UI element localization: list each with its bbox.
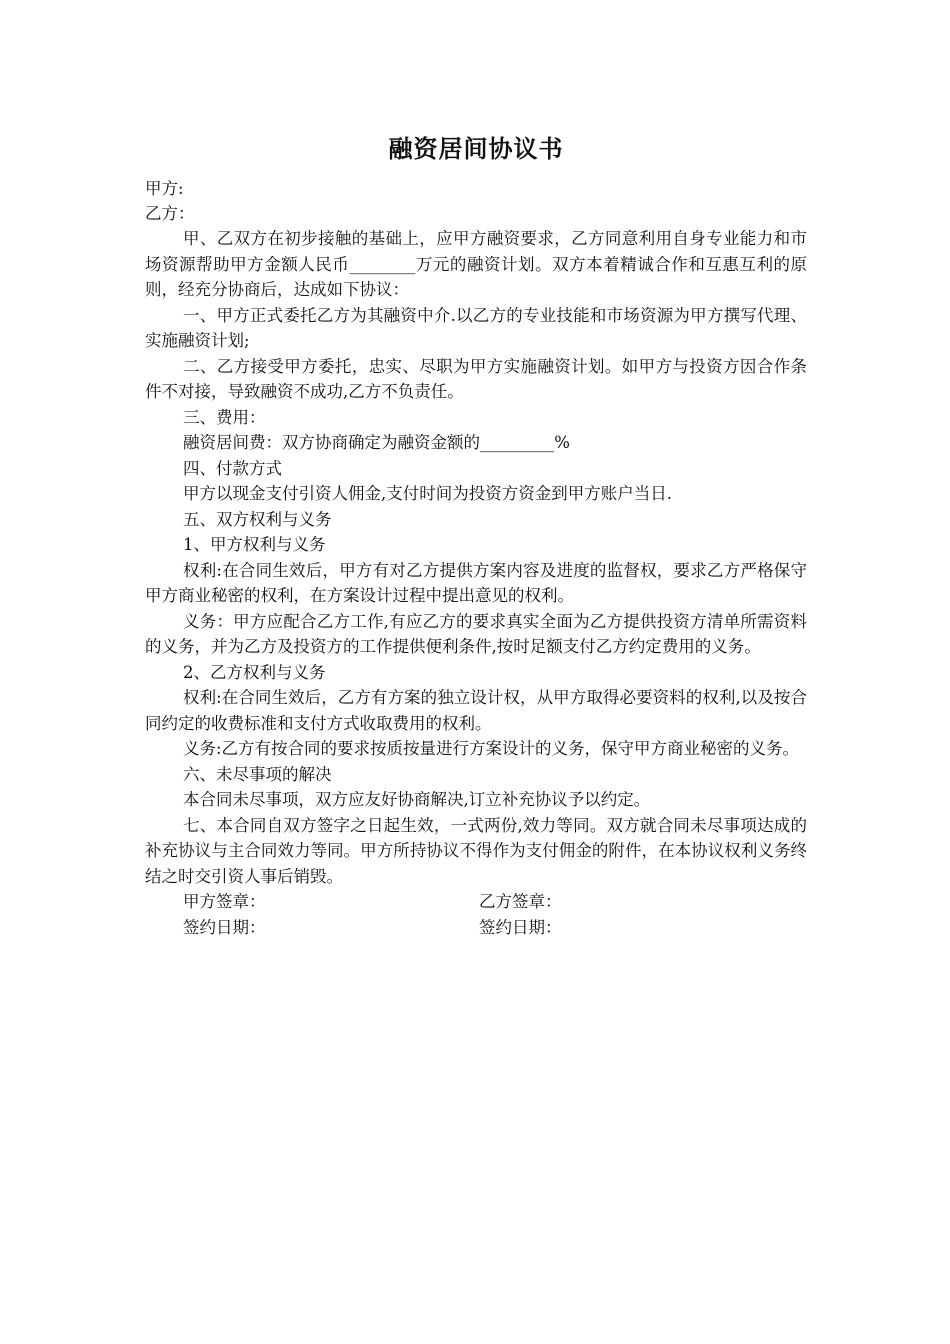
document-title: 融资居间协议书	[388, 134, 564, 163]
clause-3-heading: 三、费用：	[183, 407, 266, 427]
date-row	[145, 915, 807, 941]
document-page	[145, 132, 807, 940]
clause-3-fee: 融资居间费：双方协商确定为融资金额的_________%	[183, 433, 570, 452]
party-a-date-label: 签约日期：	[183, 917, 266, 937]
party-a-signature-label: 甲方签章：	[183, 892, 266, 911]
signature-row	[145, 889, 807, 915]
clause-4-heading: 四、付款方式	[183, 458, 282, 478]
clause-5-2-duties: 义务:乙方有按合同的要求按质按量进行方案设计的义务，保守甲方商业秘密的义务。	[183, 739, 800, 758]
party-b-signature-label: 乙方签章：	[479, 892, 562, 911]
clause-2: 二、乙方接受甲方委托，忠实、尽职为甲方实施融资计划。如甲方与投资方因合作条件不对接，导致融资不成功,乙方不负责任。	[145, 356, 807, 401]
clause-5-1-rights: 权利:在合同生效后，甲方有对乙方提供方案内容及进度的监督权，要求乙方严格保守甲方商业秘密的权利，在方案设计过程中提出意见的权利。	[145, 560, 807, 605]
clause-6-body: 本合同未尽事项，双方应友好协商解决,订立补充协议予以约定。	[183, 790, 651, 809]
clause-4-payment: 甲方以现金支付引资人佣金,支付时间为投资方资金到甲方账户当日.	[183, 484, 672, 503]
intro-paragraph: 甲、乙双方在初步接触的基础上，应甲方融资要求，乙方同意利用自身专业能力和市场资源帮助甲方金额人民币________万元的融资计划。双方本着精诚合作和互惠互利的原则，经充分协商后，达成如下协议：	[145, 229, 807, 299]
clause-5-1-duties: 义务：甲方应配合乙方工作,有应乙方的要求真实全面为乙方提供投资方清单所需资料的义务，并为乙方及投资方的工作提供便利条件,按时足额支付乙方约定费用的义务。	[145, 611, 807, 656]
clause-5-1-heading: 1、甲方权利与义务	[183, 535, 326, 554]
clause-5-2-heading: 2、乙方权利与义务	[183, 662, 326, 682]
clause-1: 一、甲方正式委托乙方为其融资中介.以乙方的专业技能和市场资源为甲方撰写代理、实施融资计划;	[145, 305, 807, 350]
party-b-line: 乙方：	[145, 204, 195, 223]
party-a-line: 甲方:	[145, 179, 184, 198]
clause-7: 七、本合同自双方签字之日起生效，一式两份,效力等同。双方就合同未尽事项达成的补充协议与主合同效力等同。甲方所持协议不得作为支付佣金的附件，在本协议权利义务终结之时交引资人事后销毁。	[145, 815, 807, 886]
clause-6-heading: 六、未尽事项的解决	[183, 764, 332, 784]
clause-5-heading: 五、双方权利与义务	[183, 509, 332, 529]
party-b-date-label: 签约日期：	[479, 917, 562, 937]
clause-5-2-rights: 权利:在合同生效后，乙方有方案的独立设计权，从甲方取得必要资料的权利,以及按合同约定的收费标准和支付方式收取费用的权利。	[145, 688, 807, 733]
